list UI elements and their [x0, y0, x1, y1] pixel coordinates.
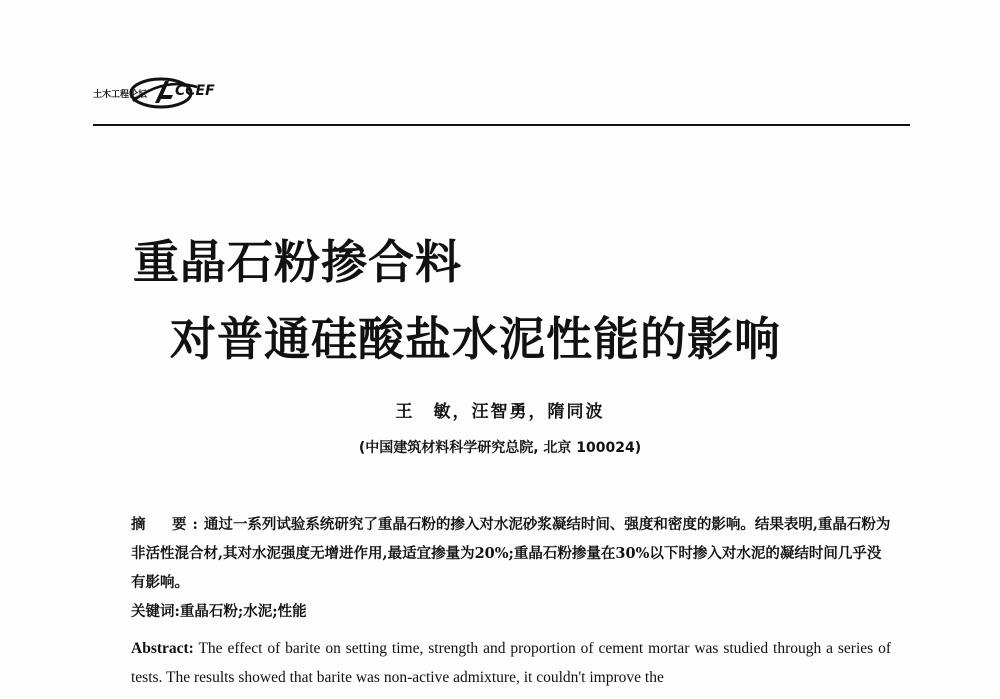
- abstract-chinese-label: 摘 要:: [131, 516, 204, 533]
- keywords-label: 关键词:: [131, 603, 180, 620]
- abstract-english-text: The effect of barite on setting time, strength and proportion of cement mortar was studied through a series of tests. The results showed that barite was non-active admixture, it couldn't improve the: [131, 640, 891, 686]
- abstract-english: [131, 634, 891, 692]
- header-rule: [93, 124, 910, 126]
- authors: 王 敏，汪智勇，隋同波: [395, 402, 605, 422]
- logo-small-text: 土木工程论坛: [93, 90, 148, 100]
- abstract-chinese-text: 通过一系列试验系统研究了重晶石粉的掺入对水泥砂浆凝结时间、强度和密度的影响。结果表明,重晶石粉为非活性混合材,其对水泥强度无增进作用,最适宜掺量为20%;重晶石粉掺量在30%以下时掺入对水泥的凝结时间几乎没有影响。: [131, 516, 891, 591]
- journal-logo: [93, 73, 223, 113]
- paper-title-line-1: 重晶石粉掺合料: [133, 235, 462, 289]
- keywords: [131, 600, 891, 621]
- abstract-chinese: [131, 510, 891, 597]
- paper-title-line-2: 对普通硅酸盐水泥性能的影响: [170, 312, 781, 366]
- keywords-text: 重晶石粉;水泥;性能: [179, 603, 307, 620]
- affiliation: (中国建筑材料科学研究总院, 北京 100024): [358, 440, 642, 456]
- abstract-english-label: Abstract:: [131, 640, 194, 657]
- logo-ccef-text: CCEF: [175, 83, 215, 99]
